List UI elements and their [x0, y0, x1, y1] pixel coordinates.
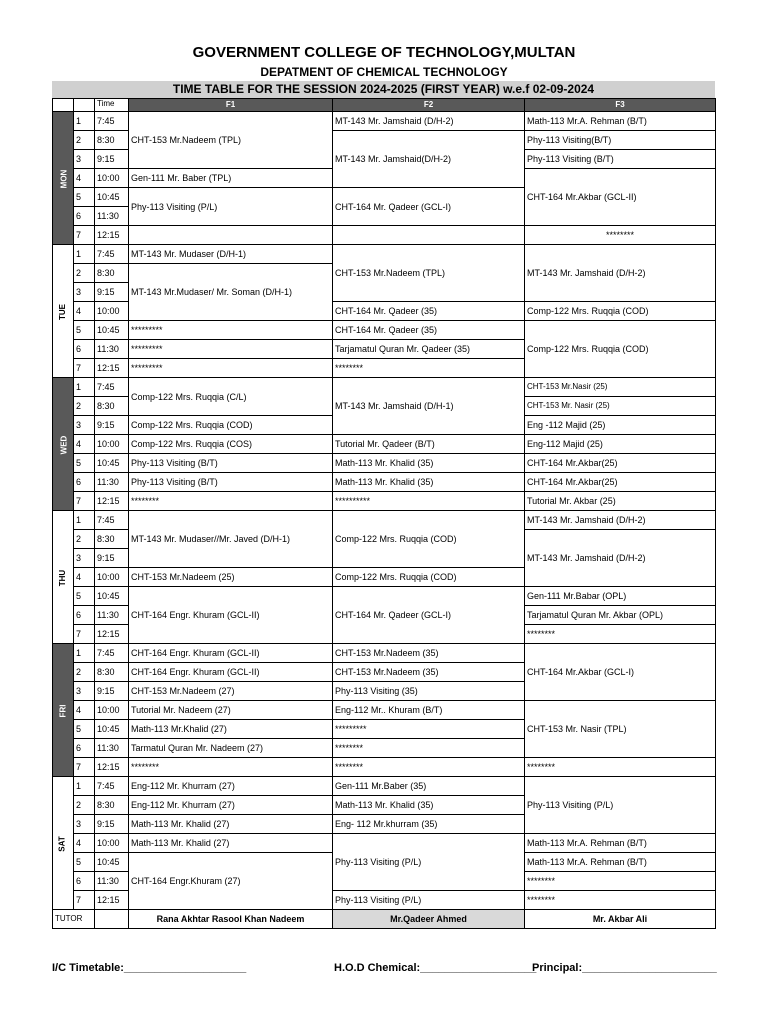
class-cell: CHT-153 Mr.Nadeem (35) — [333, 663, 525, 682]
period-time: 7:45 — [95, 644, 129, 663]
period-time: 8:30 — [95, 131, 129, 150]
class-cell: Comp-122 Mrs. Ruqqia (COD) — [129, 416, 333, 435]
class-cell: ******** — [525, 891, 716, 910]
class-cell: CHT-164 Engr. Khuram (GCL-II) — [129, 663, 333, 682]
period-number: 6 — [74, 473, 95, 492]
class-cell: Eng-112 Mr. Khurram (27) — [129, 777, 333, 796]
period-time: 11:30 — [95, 606, 129, 625]
period-number: 3 — [74, 416, 95, 435]
class-cell: ******** — [333, 739, 525, 758]
period-time: 10:00 — [95, 701, 129, 720]
class-cell: ********* — [333, 720, 525, 739]
table-row — [53, 378, 716, 397]
period-time: 7:45 — [95, 245, 129, 264]
f2-header: F2 — [333, 99, 525, 112]
class-cell: ******** — [525, 625, 716, 644]
class-cell: Comp-122 Mrs. Ruqqia (C/L) — [129, 378, 333, 416]
class-cell: ********* — [129, 321, 333, 340]
class-cell: CHT-164 Mr.Akbar(25) — [525, 473, 716, 492]
period-time: 11:30 — [95, 207, 129, 226]
period-number: 1 — [74, 777, 95, 796]
period-time: 10:00 — [95, 568, 129, 587]
class-cell: Math-113 Mr.Khalid (27) — [129, 720, 333, 739]
class-cell: ********* — [129, 359, 333, 378]
class-cell: Comp-122 Mrs. Ruqqia (COD) — [333, 568, 525, 587]
class-cell: MT-143 Mr. Mudaser//Mr. Javed (D/H-1) — [129, 511, 333, 568]
period-number: 1 — [74, 245, 95, 264]
blank-cell — [74, 99, 95, 112]
class-cell: MT-143 Mr. Jamshaid (D/H-2) — [525, 245, 716, 302]
period-number: 6 — [74, 739, 95, 758]
class-cell: CHT-153 Mr.Nadeem (TPL) — [333, 245, 525, 302]
period-time: 12:15 — [95, 359, 129, 378]
table-row — [53, 454, 716, 473]
table-row — [53, 321, 716, 340]
period-time: 11:30 — [95, 739, 129, 758]
class-cell: Phy-113 Visiting (P/L) — [525, 777, 716, 834]
class-cell: Math-113 Mr.A. Rehman (B/T) — [525, 112, 716, 131]
period-number: 2 — [74, 663, 95, 682]
class-cell: ********** — [333, 492, 525, 511]
period-time: 11:30 — [95, 473, 129, 492]
class-cell: Comp-122 Mrs. Ruqqia (COD) — [525, 321, 716, 378]
class-cell: CHT-164 Mr.Akbar(25) — [525, 454, 716, 473]
class-cell: Gen-111 Mr.Babar (OPL) — [525, 587, 716, 606]
class-cell: MT-143 Mr. Jamshaid (D/H-2) — [333, 112, 525, 131]
period-number: 4 — [74, 435, 95, 454]
day-label-fri: FRI — [53, 644, 74, 777]
class-cell: CHT-164 Mr. Qadeer (GCL-I) — [333, 587, 525, 644]
period-number: 7 — [74, 625, 95, 644]
period-time: 10:45 — [95, 321, 129, 340]
period-number: 2 — [74, 530, 95, 549]
f1-header: F1 — [129, 99, 333, 112]
table-row — [53, 834, 716, 853]
period-time: 9:15 — [95, 416, 129, 435]
class-cell: Eng- 112 Mr.khurram (35) — [333, 815, 525, 834]
period-number: 1 — [74, 378, 95, 397]
day-label-sat: SAT — [53, 777, 74, 910]
class-cell: MT-143 Mr. Jamshaid(D/H-2) — [333, 131, 525, 188]
timetable — [52, 98, 716, 929]
period-time: 10:45 — [95, 454, 129, 473]
class-cell: Eng-112 Mr. Khurram (27) — [129, 796, 333, 815]
period-time: 12:15 — [95, 891, 129, 910]
period-number: 7 — [74, 226, 95, 245]
period-time: 10:45 — [95, 853, 129, 872]
period-number: 6 — [74, 207, 95, 226]
period-number: 6 — [74, 340, 95, 359]
period-time: 7:45 — [95, 511, 129, 530]
table-row — [53, 112, 716, 131]
class-cell: CHT-164 Mr. Qadeer (35) — [333, 321, 525, 340]
period-number: 3 — [74, 549, 95, 568]
table-row — [53, 473, 716, 492]
timetable-title: TIME TABLE FOR THE SESSION 2024-2025 (FIRST YEAR) w.e.f 02-09-2024 — [52, 81, 715, 98]
f3-header: F3 — [525, 99, 716, 112]
period-time: 7:45 — [95, 777, 129, 796]
class-cell — [333, 226, 525, 245]
class-cell: Phy-113 Visiting (P/L) — [333, 834, 525, 891]
period-number: 4 — [74, 701, 95, 720]
day-label-thu: THU — [53, 511, 74, 644]
class-cell: MT-143 Mr. Jamshaid (D/H-1) — [333, 378, 525, 435]
class-cell: Tarmatul Quran Mr. Nadeem (27) — [129, 739, 333, 758]
class-cell: Comp-122 Mrs. Ruqqia (COS) — [129, 435, 333, 454]
class-cell: Tutorial Mr. Qadeer (B/T) — [333, 435, 525, 454]
period-number: 5 — [74, 587, 95, 606]
class-cell: ******** — [129, 758, 333, 777]
period-number: 6 — [74, 606, 95, 625]
period-number: 4 — [74, 568, 95, 587]
period-time: 8:30 — [95, 264, 129, 283]
class-cell: CHT-153 Mr.Nasir (25) — [525, 378, 716, 397]
class-cell: CHT-153 Mr.Nadeem (27) — [129, 682, 333, 701]
class-cell: CHT-153 Mr.Nadeem (TPL) — [129, 112, 333, 169]
class-cell: CHT-164 Engr. Khuram (GCL-II) — [129, 587, 333, 644]
class-cell: Tarjamatul Quran Mr. Qadeer (35) — [333, 340, 525, 359]
day-label-tue: TUE — [53, 245, 74, 378]
tutor-label: TUTOR — [53, 910, 95, 929]
period-number: 5 — [74, 853, 95, 872]
period-time: 10:45 — [95, 720, 129, 739]
period-number: 4 — [74, 834, 95, 853]
class-cell: CHT-164 Engr. Khuram (GCL-II) — [129, 644, 333, 663]
class-cell: CHT-164 Engr.Khuram (27) — [129, 853, 333, 910]
class-cell: Eng-112 Mr.. Khuram (B/T) — [333, 701, 525, 720]
period-number: 2 — [74, 131, 95, 150]
class-cell: Phy-113 Visiting (P/L) — [129, 188, 333, 226]
class-cell: MT-143 Mr.Mudaser/ Mr. Soman (D/H-1) — [129, 264, 333, 321]
period-time: 10:00 — [95, 435, 129, 454]
class-cell: Tarjamatul Quran Mr. Akbar (OPL) — [525, 606, 716, 625]
department-title: DEPATMENT OF CHEMICAL TECHNOLOGY — [260, 65, 508, 79]
period-number: 7 — [74, 758, 95, 777]
header-row — [53, 99, 716, 112]
class-cell: CHT-164 Mr.Akbar (GCL-II) — [525, 169, 716, 226]
tutor-f2: Mr.Qadeer Ahmed — [333, 910, 525, 929]
class-cell: MT-143 Mr. Jamshaid (D/H-2) — [525, 511, 716, 530]
period-number: 5 — [74, 321, 95, 340]
period-number: 3 — [74, 682, 95, 701]
blank-cell — [95, 910, 129, 929]
class-cell: Math-113 Mr.A. Rehman (B/T) — [525, 853, 716, 872]
blank-cell — [53, 99, 74, 112]
period-number: 2 — [74, 264, 95, 283]
period-time: 12:15 — [95, 625, 129, 644]
class-cell: Phy-113 Visiting (B/T) — [129, 473, 333, 492]
tutor-row — [53, 910, 716, 929]
period-number: 7 — [74, 492, 95, 511]
time-header: Time — [95, 99, 129, 112]
period-time: 9:15 — [95, 283, 129, 302]
tutor-f1: Rana Akhtar Rasool Khan Nadeem — [129, 910, 333, 929]
period-time: 9:15 — [95, 815, 129, 834]
class-cell: Phy-113 Visiting (B/T) — [525, 150, 716, 169]
period-time: 10:00 — [95, 302, 129, 321]
table-row — [53, 701, 716, 720]
class-cell: Gen-111 Mr. Baber (TPL) — [129, 169, 333, 188]
table-row — [53, 758, 716, 777]
class-cell: CHT-153 Mr. Nasir (TPL) — [525, 701, 716, 758]
period-number: 5 — [74, 720, 95, 739]
tutor-f3: Mr. Akbar Ali — [525, 910, 716, 929]
class-cell: Phy-113 Visiting (B/T) — [129, 454, 333, 473]
period-number: 7 — [74, 891, 95, 910]
period-time: 10:45 — [95, 587, 129, 606]
period-time: 12:15 — [95, 758, 129, 777]
table-row — [53, 587, 716, 606]
class-cell: CHT-164 Mr. Qadeer (35) — [333, 302, 525, 321]
class-cell: Comp-122 Mrs. Ruqqia (COD) — [525, 302, 716, 321]
period-number: 2 — [74, 397, 95, 416]
table-row — [53, 245, 716, 264]
class-cell: ******** — [525, 758, 716, 777]
class-cell: MT-143 Mr. Jamshaid (D/H-2) — [525, 530, 716, 587]
hod-signature: H.O.D Chemical:___________________ — [334, 962, 537, 974]
class-cell: CHT-153 Mr.Nadeem (25) — [129, 568, 333, 587]
class-cell: Tutorial Mr. Akbar (25) — [525, 492, 716, 511]
class-cell: CHT-164 Mr.Akbar (GCL-I) — [525, 644, 716, 701]
period-time: 9:15 — [95, 549, 129, 568]
class-cell: Math-113 Mr.A. Rehman (B/T) — [525, 834, 716, 853]
period-time: 8:30 — [95, 530, 129, 549]
table-row — [53, 777, 716, 796]
period-time: 8:30 — [95, 397, 129, 416]
class-cell: Math-113 Mr. Khalid (27) — [129, 815, 333, 834]
period-time: 11:30 — [95, 872, 129, 891]
class-cell: ******** — [129, 492, 333, 511]
class-cell: Comp-122 Mrs. Ruqqia (COD) — [333, 511, 525, 568]
day-label-wed: WED — [53, 378, 74, 511]
period-number: 1 — [74, 112, 95, 131]
class-cell — [129, 226, 333, 245]
period-time: 10:45 — [95, 188, 129, 207]
college-title: GOVERNMENT COLLEGE OF TECHNOLOGY,MULTAN — [192, 44, 576, 61]
class-cell: CHT-153 Mr.Nadeem (35) — [333, 644, 525, 663]
period-number: 4 — [74, 302, 95, 321]
class-cell: Math-113 Mr. Khalid (27) — [129, 834, 333, 853]
period-number: 4 — [74, 169, 95, 188]
period-number: 3 — [74, 150, 95, 169]
table-row — [53, 226, 716, 245]
class-cell: Gen-111 Mr.Baber (35) — [333, 777, 525, 796]
period-number: 5 — [74, 454, 95, 473]
class-cell: Math-113 Mr. Khalid (35) — [333, 454, 525, 473]
table-row — [53, 644, 716, 663]
period-time: 10:00 — [95, 834, 129, 853]
table-row — [53, 511, 716, 530]
period-time: 11:30 — [95, 340, 129, 359]
period-number: 7 — [74, 359, 95, 378]
class-cell: CHT-164 Mr. Qadeer (GCL-I) — [333, 188, 525, 226]
period-number: 3 — [74, 815, 95, 834]
class-cell: Math-113 Mr. Khalid (35) — [333, 473, 525, 492]
class-cell: ********* — [129, 340, 333, 359]
period-time: 9:15 — [95, 150, 129, 169]
ic-timetable-signature: I/C Timetable:____________________ — [52, 962, 247, 974]
class-cell: Phy-113 Visiting (35) — [333, 682, 525, 701]
table-row — [53, 435, 716, 454]
class-cell: Phy-113 Visiting (P/L) — [333, 891, 525, 910]
class-cell: Eng -112 Majid (25) — [525, 416, 716, 435]
period-number: 1 — [74, 511, 95, 530]
period-time: 8:30 — [95, 663, 129, 682]
class-cell: MT-143 Mr. Mudaser (D/H-1) — [129, 245, 333, 264]
period-time: 12:15 — [95, 226, 129, 245]
class-cell: ******** — [333, 758, 525, 777]
period-number: 2 — [74, 796, 95, 815]
period-time: 10:00 — [95, 169, 129, 188]
period-time: 9:15 — [95, 682, 129, 701]
period-number: 3 — [74, 283, 95, 302]
class-cell: Phy-113 Visiting(B/T) — [525, 131, 716, 150]
table-row — [53, 492, 716, 511]
class-cell: Math-113 Mr. Khalid (35) — [333, 796, 525, 815]
period-time: 7:45 — [95, 112, 129, 131]
class-cell: Eng-112 Majid (25) — [525, 435, 716, 454]
class-cell: Tutorial Mr. Nadeem (27) — [129, 701, 333, 720]
period-number: 1 — [74, 644, 95, 663]
period-number: 6 — [74, 872, 95, 891]
principal-signature: Principal:______________________ — [532, 962, 717, 974]
class-cell: ******** — [333, 359, 525, 378]
period-time: 7:45 — [95, 378, 129, 397]
period-number: 5 — [74, 188, 95, 207]
period-time: 12:15 — [95, 492, 129, 511]
class-cell: ******** — [525, 872, 716, 891]
period-time: 8:30 — [95, 796, 129, 815]
class-cell: ******** — [525, 226, 716, 245]
day-label-mon: MON — [53, 112, 74, 245]
class-cell: CHT-153 Mr. Nasir (25) — [525, 397, 716, 416]
